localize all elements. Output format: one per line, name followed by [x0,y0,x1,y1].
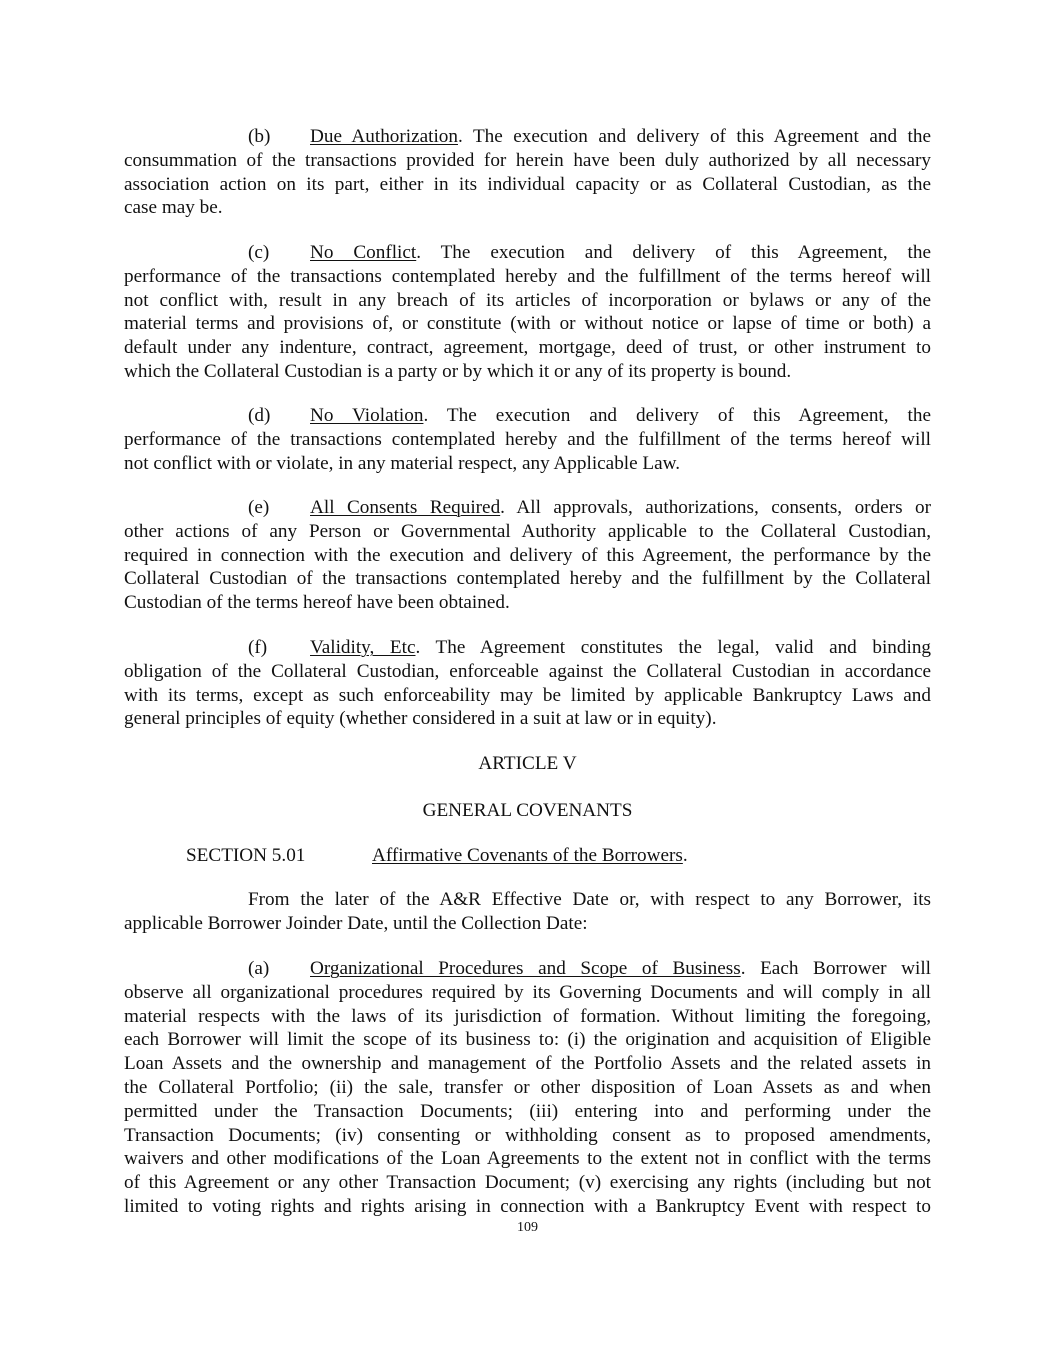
paragraph-line: observe all organizational procedures required by its Governing Documents and will comply in all [124,981,931,1003]
clause-a-organizational-procedures [124,957,931,1219]
section-number: SECTION 5.01 [186,845,306,866]
section-intro-paragraph [124,888,931,936]
paragraph-label: (c) [248,242,270,263]
page-number: 109 [517,1220,538,1235]
paragraph-text: . The execution and delivery of this Agreement, the [423,405,931,426]
paragraph-line: waivers and other modifications of the Loan Agreements to the extent not in conflict with the terms [124,1148,931,1170]
paragraph-text: From the later of the A&R Effective Date or, with respect to any Borrower, its [248,889,931,910]
paragraph-line: not conflict with or violate, in any material respect, any Applicable Law. [124,452,681,474]
paragraph-line: the Collateral Portfolio; (ii) the sale, transfer or other disposition of Loan Assets as and when [124,1076,931,1098]
paragraph-line [124,888,931,912]
section-title: Affirmative Covenants of the Borrowers [372,845,683,866]
paragraph-line: of this Agreement or any other Transaction Document; (v) exercising any rights (including but not [124,1172,931,1194]
paragraph-line: case may be. [124,197,223,219]
paragraph-line: which the Collateral Custodian is a party or by which it or any of its property is bound. [124,360,792,382]
section-heading [186,844,688,868]
paragraph-line [124,636,931,660]
paragraph-line: general principles of equity (whether considered in a suit at law or in equity). [124,708,717,730]
paragraph-title: No Conflict [310,242,417,263]
paragraph-line [124,957,931,981]
article-title: GENERAL COVENANTS [422,800,633,821]
section-title-suffix: . [682,845,688,866]
paragraph-label: (d) [248,405,271,426]
paragraph-f-validity [124,636,931,731]
paragraph-label: (f) [248,637,268,658]
paragraph-line: applicable Borrower Joinder Date, until the Collection Date: [124,912,588,934]
paragraph-text: . All approvals, authorizations, consents, orders or [500,497,931,518]
paragraph-line: permitted under the Transaction Documents; (iii) entering into and performing under the [124,1100,931,1122]
paragraph-line: with its terms, except as such enforceability may be limited by applicable Bankruptcy Laws and [124,684,931,706]
paragraph-line: each Borrower will limit the scope of its business to: (i) the origination and acquisition of Eligible [124,1029,931,1051]
paragraph-text: . The execution and delivery of this Agreement and the [457,126,931,147]
paragraph-line [124,496,931,520]
paragraph-text: . The execution and delivery of this Agreement, the [416,242,931,263]
paragraph-c-no-conflict [124,241,931,384]
paragraph-label: (b) [248,126,271,147]
paragraph-d-no-violation [124,404,931,475]
paragraph-line: obligation of the Collateral Custodian, enforceable against the Collateral Custodian in accordance [124,660,931,682]
paragraph-line: consummation of the transactions provided for herein have been duly authorized by all necessary [124,149,931,171]
paragraph-title: Organizational Procedures and Scope of Business [310,958,741,979]
paragraph-line [124,125,931,149]
paragraph-label: (a) [248,958,270,979]
paragraph-line: performance of the transactions contemplated hereby and the fulfillment of the terms hereof will [124,428,931,450]
paragraph-line: Custodian of the terms hereof have been obtained. [124,592,510,614]
paragraph-line: material terms and provisions of, or constitute (with or without notice or lapse of time or both) a [124,313,931,335]
paragraph-title: All Consents Required [310,497,501,518]
paragraph-line: material respects with the laws of its jurisdiction of formation. Without limiting the foregoing, [124,1005,931,1027]
paragraph-line: association action on its part, either in its individual capacity or as Collateral Custodian, as the [124,173,931,195]
paragraph-line: default under any indenture, contract, agreement, mortgage, deed of trust, or other instrument to [124,337,931,359]
paragraph-label: (e) [248,497,270,518]
paragraph-line: limited to voting rights and rights arising in connection with a Bankruptcy Event with respect to [124,1195,931,1217]
paragraph-line: required in connection with the execution and delivery of this Agreement, the performance by the [124,544,931,566]
paragraph-line: not conflict with, result in any breach of its articles of incorporation or bylaws or any of the [124,289,931,311]
paragraph-line: performance of the transactions contemplated hereby and the fulfillment of the terms hereof will [124,265,931,287]
paragraph-line: Collateral Custodian of the transactions contemplated hereby and the fulfillment by the Collateral [124,568,931,590]
article-number: ARTICLE V [478,753,577,774]
paragraph-text: . Each Borrower will [740,958,931,979]
paragraph-line: other actions of any Person or Governmental Authority applicable to the Collateral Custodian, [124,520,931,542]
paragraph-line: Loan Assets and the ownership and management of the Portfolio Assets and the related assets in [124,1053,931,1075]
paragraph-line [124,241,931,265]
paragraph-title: Validity, Etc [310,637,416,658]
paragraph-text: . The Agreement constitutes the legal, valid and binding [415,637,932,658]
paragraph-b-due-authorization [124,125,931,220]
paragraph-e-all-consents-required [124,496,931,615]
paragraph-title: No Violation [310,405,424,426]
paragraph-line [124,404,931,428]
paragraph-line: Transaction Documents; (iv) consenting or withholding consent as to proposed amendments, [124,1124,931,1146]
paragraph-title: Due Authorization [310,126,458,147]
